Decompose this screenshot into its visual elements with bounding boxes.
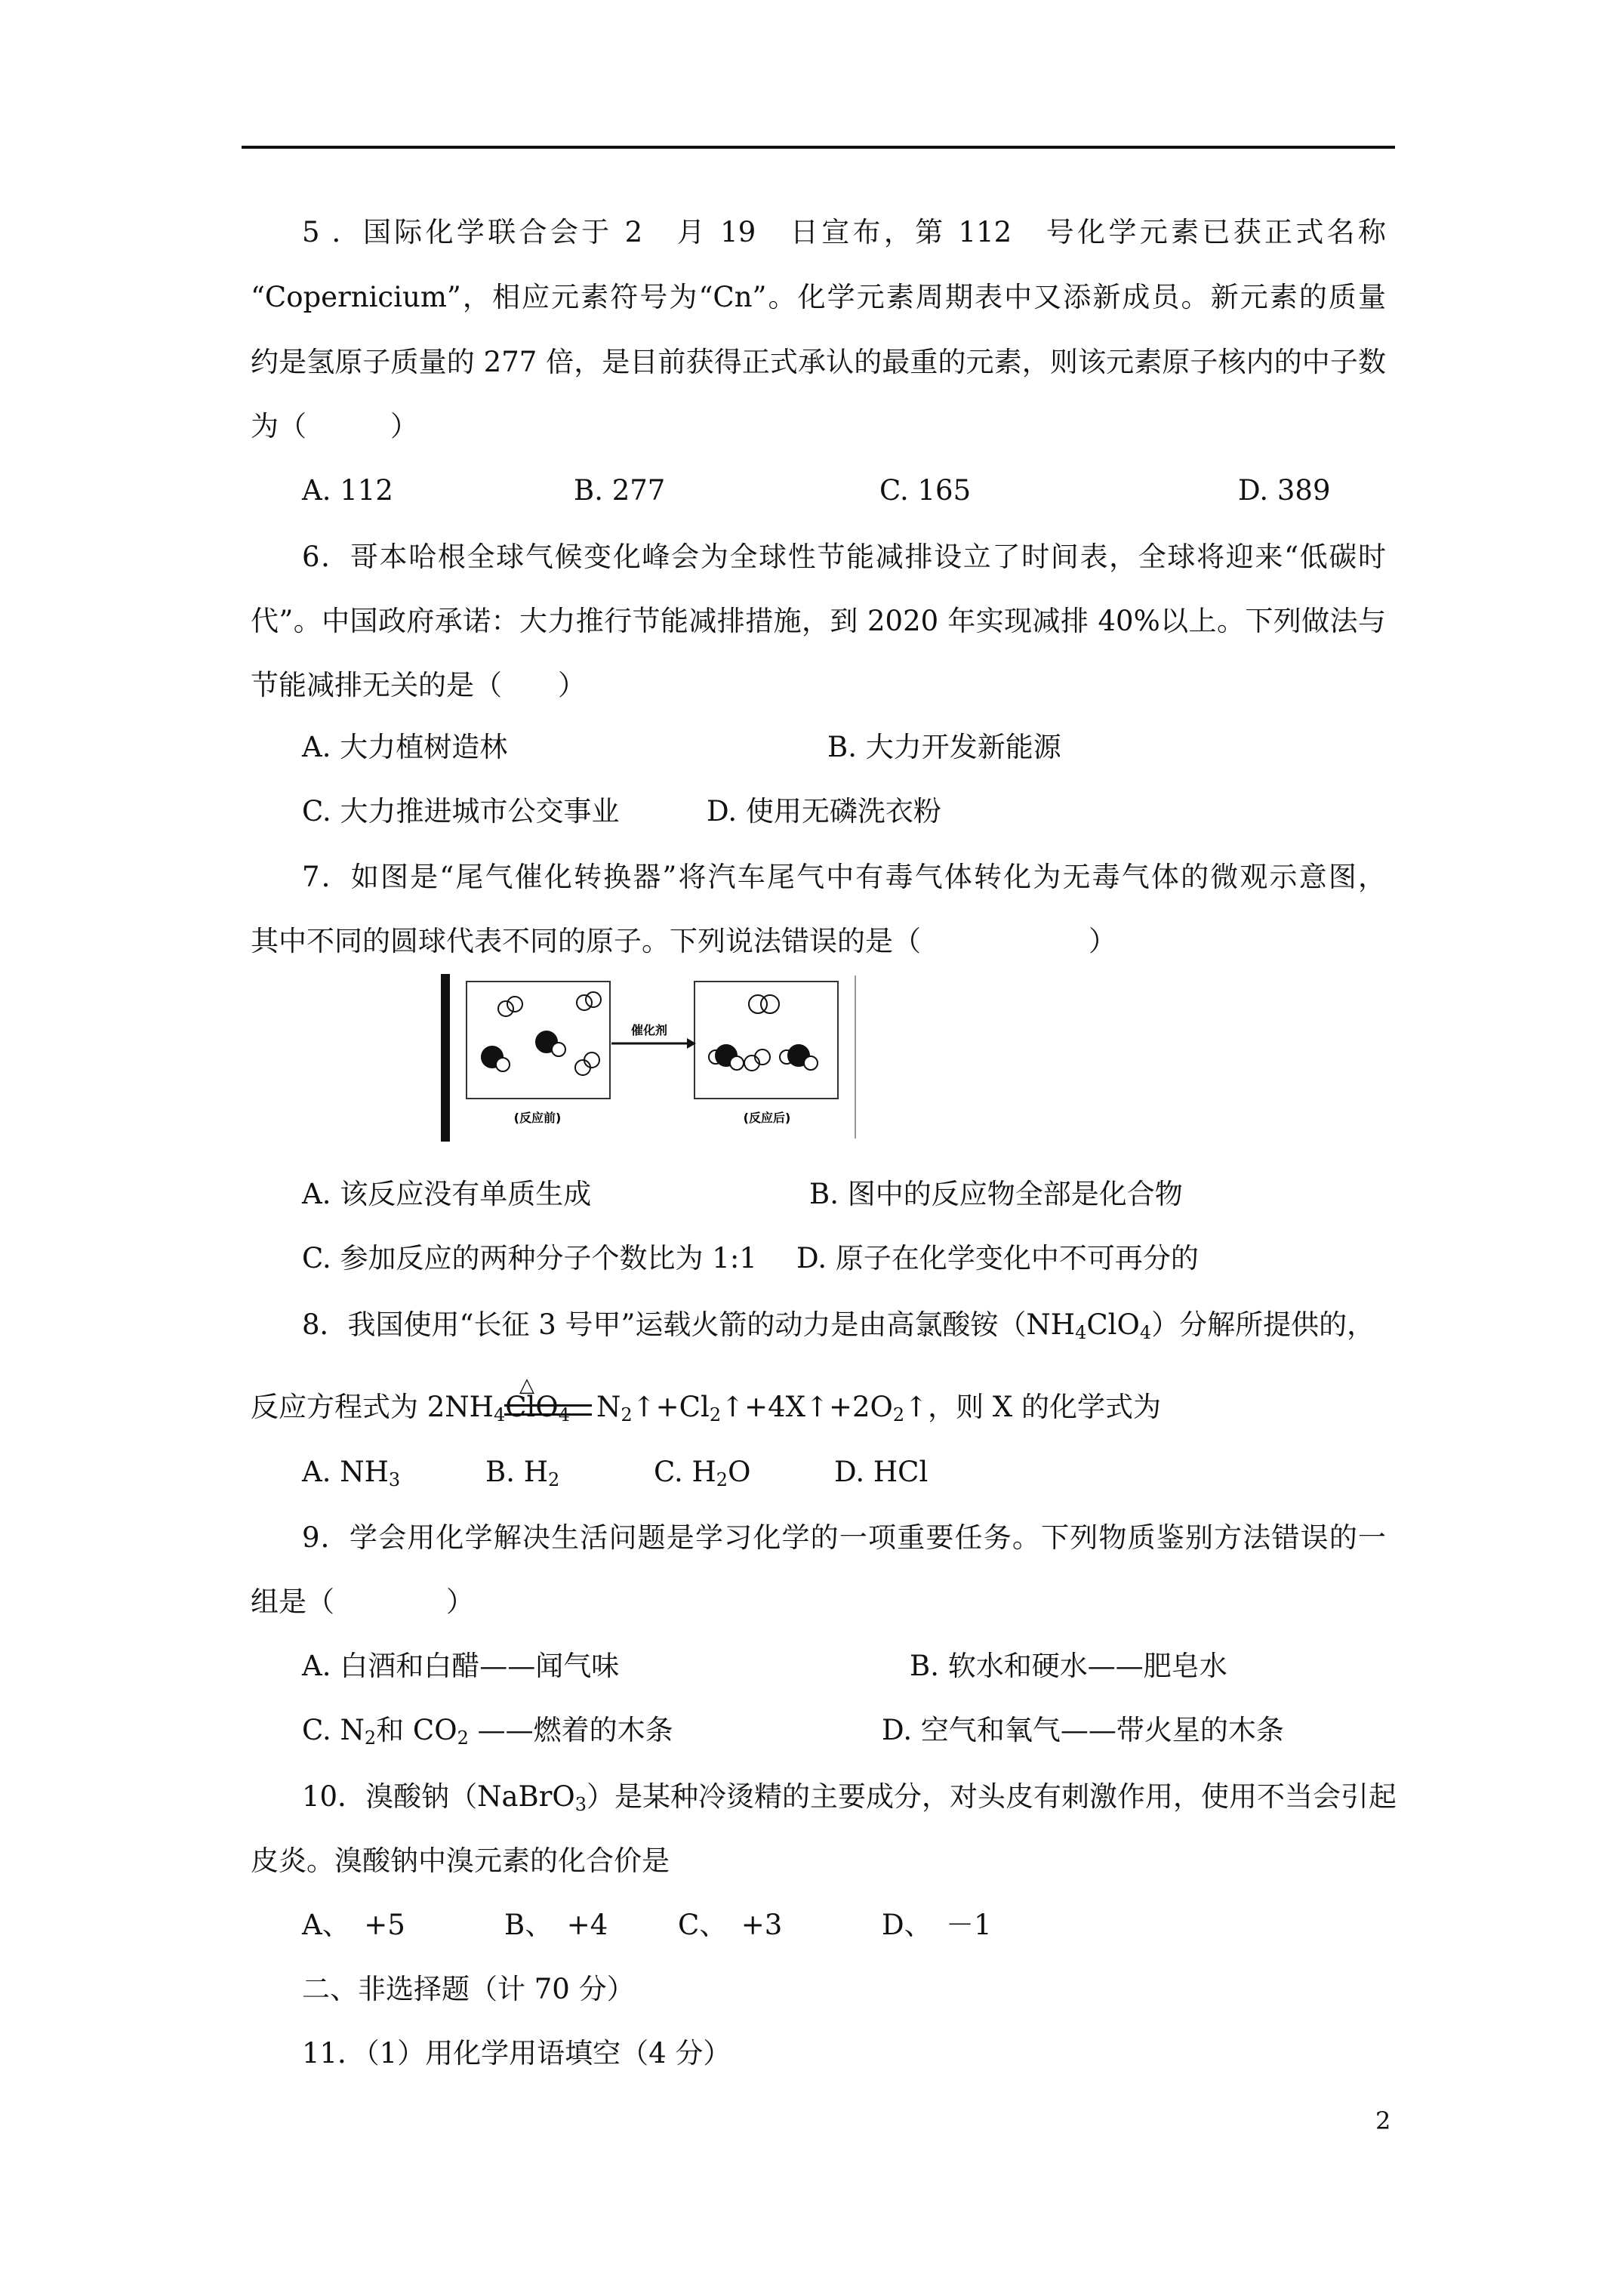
catalytic-converter-diagram [438,974,861,1142]
q5-line-3: 约是氢原子质量的 277 倍，是目前获得正式承认的最重的元素，则该元素原子核内的中子数 [251,346,1386,378]
header-rule [242,146,1395,149]
q7-line-2: 其中不同的圆球代表不同的原子。下列说法错误的是（ ） [251,925,1116,957]
q6-option-d: D. 使用无磷洗衣粉 [707,795,941,827]
q5-option-b: B. 277 [574,474,666,507]
q8-option-b: B. $H_2$ [485,1456,560,1490]
before-label: (反应前) [513,1111,562,1125]
q9-option-c: C. $N_2$和 $CO_2$ ——燃着的木条 [302,1714,673,1749]
q10-line-2: 皮炎。溴酸钠中溴元素的化合价是 [251,1845,670,1877]
q5-option-a: A. 112 [302,474,393,507]
q7-line-1: 7．如图是“尾气催化转换器”将汽车尾气中有毒气体转化为无毒气体的微观示意图， [302,861,1386,893]
q7-option-d: D. 原子在化学变化中不可再分的 [796,1242,1199,1274]
q5-line-1: 5 ．国际化学联合会于 2 月 19 日宣布，第 112 号化学元素已获正式名称 [302,216,1386,248]
q9-option-d: D. 空气和氧气——带火星的木条 [882,1714,1284,1746]
q11-line-1: 11．（1）用化学用语填空（4 分） [302,2037,731,2069]
after-label: (反应后) [743,1111,791,1125]
q6-line-2: 代”。中国政府承诺：大力推行节能减排措施，到 2020 年实现减排 40%以上。下列做法与 [251,605,1386,637]
q8-option-d: D. HCl [834,1456,929,1488]
q9-line-1: 9．学会用化学解决生活问题是学习化学的一项重要任务。下列物质鉴别方法错误的一 [302,1521,1386,1554]
q6-option-b: B. 大力开发新能源 [827,731,1061,763]
q5-option-d: D. 389 [1238,474,1331,507]
q8-equation-left: 反应方程式为 $2NH_4ClO_4$ [251,1391,570,1425]
q9-option-a: A. 白酒和白醋——闻气味 [302,1650,620,1682]
q6-line-1: 6．哥本哈根全球气候变化峰会为全球性节能减排设立了时间表，全球将迎来“低碳时 [302,541,1386,573]
q9-line-2: 组是（ ） [251,1586,474,1618]
q10-option-d: D、 －1 [882,1909,992,1941]
delta-symbol: △ [519,1374,534,1397]
q10-option-c: C、 +3 [678,1909,783,1941]
q8-option-c: C. $H_2O$ [654,1456,751,1490]
after-molecules [709,995,818,1071]
catalyst-label: 催化剂 [630,1023,668,1037]
section-2-heading: 二、非选择题（计 70 分） [302,1973,635,2005]
figure-left-bar [441,974,450,1142]
q9-option-b: B. 软水和硬水——肥皂水 [910,1650,1227,1682]
q6-option-a: A. 大力植树造林 [302,731,508,763]
page-number: 2 [1375,2106,1391,2135]
q7-option-c: C. 参加反应的两种分子个数比为 1:1 [302,1242,757,1274]
q10-option-a: A、 +5 [302,1909,405,1941]
q8-equation-right: $N_2↑+Cl_2↑+4X↑+2O_2↑$，则 X 的化学式为 [596,1391,1162,1425]
q5-option-c: C. 165 [879,474,972,507]
q10-line-1: 10．溴酸钠（NaBrO$_3$）是某种冷烫精的主要成分，对头皮有刺激作用，使用不当会引起 [302,1780,1397,1815]
before-molecules [482,992,601,1075]
q7-option-b: B. 图中的反应物全部是化合物 [809,1178,1183,1210]
q10-option-b: B、 +4 [504,1909,608,1941]
q7-option-a: A. 该反应没有单质生成 [302,1178,592,1210]
q6-line-3: 节能减排无关的是（ ） [251,669,586,701]
q6-option-c: C. 大力推进城市公交事业 [302,795,620,827]
q5-line-2: “Copernicium”，相应元素符号为“Cn”。化学元素周期表中又添新成员。新元素的质量 [251,281,1386,313]
q8-line-1: 8．我国使用“长征 3 号甲”运载火箭的动力是由高氯酸铵$(NH_4ClO_4)$分解所提供的， [302,1308,1375,1343]
q5-line-4: 为（ ） [251,410,418,442]
q8-option-a: A. $NH_3$ [302,1456,401,1490]
